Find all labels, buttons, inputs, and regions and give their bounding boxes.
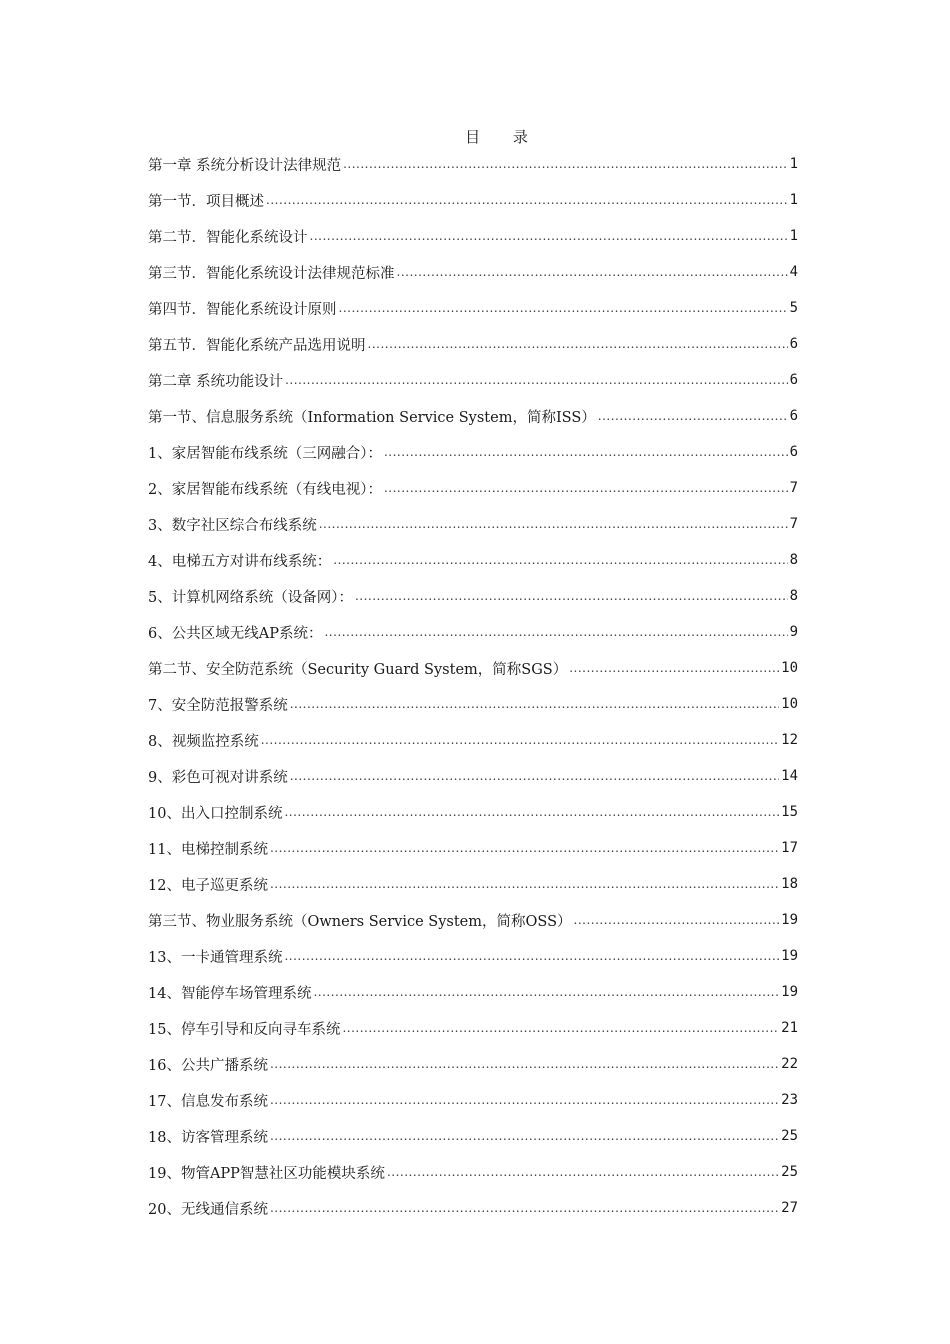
toc-entry-page: 10 bbox=[781, 696, 798, 712]
leader-dots bbox=[261, 733, 779, 747]
toc-entry-label: 10、出入口控制系统 bbox=[148, 805, 283, 822]
toc-entry-page: 10 bbox=[781, 660, 798, 676]
toc-entry-page: 8 bbox=[789, 588, 798, 604]
toc-entry-page: 12 bbox=[781, 732, 798, 748]
leader-dots bbox=[333, 553, 787, 567]
toc-entry[interactable] bbox=[148, 830, 798, 866]
toc-entry-page: 25 bbox=[781, 1164, 798, 1180]
toc-entry-label: 第三节．智能化系统设计法律规范标准 bbox=[148, 265, 395, 282]
toc-entry[interactable] bbox=[148, 1118, 798, 1154]
toc-entry-label: 第四节．智能化系统设计原则 bbox=[148, 301, 337, 318]
toc-entry-label: 3、数字社区综合布线系统 bbox=[148, 517, 317, 534]
toc-entry-label: 13、一卡通管理系统 bbox=[148, 949, 283, 966]
toc-entry-page: 19 bbox=[781, 948, 798, 964]
toc-entry-page: 27 bbox=[781, 1200, 798, 1216]
toc-entry[interactable] bbox=[148, 614, 798, 650]
toc-entry-page: 1 bbox=[789, 156, 798, 172]
leader-dots bbox=[270, 1129, 779, 1143]
toc-entry-page: 18 bbox=[781, 876, 798, 892]
toc-entry-label: 8、视频监控系统 bbox=[148, 733, 259, 750]
toc-entry-label: 17、信息发布系统 bbox=[148, 1093, 268, 1110]
toc-entry[interactable] bbox=[148, 506, 798, 542]
toc-entry-label: 6、公共区域无线AP系统： bbox=[148, 625, 323, 642]
toc-entry-label: 7、安全防范报警系统 bbox=[148, 697, 288, 714]
toc-entry-label: 第二章 系统功能设计 bbox=[148, 373, 284, 390]
toc-entry-label: 第二节．智能化系统设计 bbox=[148, 229, 308, 246]
leader-dots bbox=[342, 1021, 779, 1035]
toc-entry-page: 15 bbox=[781, 804, 798, 820]
toc-entry-label: 第一节．项目概述 bbox=[148, 193, 264, 210]
leader-dots bbox=[266, 193, 788, 207]
leader-dots bbox=[270, 841, 779, 855]
leader-dots bbox=[319, 517, 788, 531]
leader-dots bbox=[313, 985, 779, 999]
toc-entry[interactable] bbox=[148, 902, 798, 938]
leader-dots bbox=[339, 301, 788, 315]
toc-entry-page: 22 bbox=[781, 1056, 798, 1072]
toc-entry[interactable] bbox=[148, 470, 798, 506]
toc-entry-page: 6 bbox=[789, 372, 798, 388]
leader-dots bbox=[574, 913, 780, 927]
toc-entry[interactable] bbox=[148, 146, 798, 182]
leader-dots bbox=[270, 877, 779, 891]
leader-dots bbox=[290, 697, 779, 711]
toc-entry-page: 19 bbox=[781, 912, 798, 928]
toc-entry[interactable] bbox=[148, 182, 798, 218]
toc-entry[interactable] bbox=[148, 578, 798, 614]
toc-entry[interactable] bbox=[148, 1010, 798, 1046]
toc-entry[interactable] bbox=[148, 1082, 798, 1118]
toc-entry-label: 19、物管APP智慧社区功能模块系统 bbox=[148, 1165, 385, 1182]
toc-entry-page: 4 bbox=[789, 264, 798, 280]
toc-entry-page: 6 bbox=[789, 336, 798, 352]
toc-entry[interactable] bbox=[148, 218, 798, 254]
leader-dots bbox=[284, 949, 779, 963]
toc-entry-page: 1 bbox=[789, 192, 798, 208]
toc-entry[interactable] bbox=[148, 290, 798, 326]
toc-entry[interactable] bbox=[148, 686, 798, 722]
toc-entry-label: 第五节．智能化系统产品选用说明 bbox=[148, 337, 366, 354]
toc-entry-label: 2、家居智能布线系统（有线电视）： bbox=[148, 481, 382, 498]
leader-dots bbox=[397, 265, 788, 279]
toc-entry-label: 15、停车引导和反向寻车系统 bbox=[148, 1021, 341, 1038]
toc-entry-label: 1、家居智能布线系统（三网融合）： bbox=[148, 445, 382, 462]
toc-entry-page: 14 bbox=[781, 768, 798, 784]
toc-title: 目 录 bbox=[465, 128, 542, 146]
leader-dots bbox=[284, 805, 779, 819]
leader-dots bbox=[355, 589, 788, 603]
toc-entry[interactable] bbox=[148, 1046, 798, 1082]
toc-entry-label: 18、访客管理系统 bbox=[148, 1129, 268, 1146]
toc-entry[interactable] bbox=[148, 1190, 798, 1226]
toc-entry-label: 16、公共广播系统 bbox=[148, 1057, 268, 1074]
leader-dots bbox=[384, 481, 788, 495]
leader-dots bbox=[310, 229, 788, 243]
toc-entry-page: 6 bbox=[789, 408, 798, 424]
leader-dots bbox=[270, 1201, 779, 1215]
toc-entry-page: 25 bbox=[781, 1128, 798, 1144]
toc-entry-page: 7 bbox=[789, 516, 798, 532]
toc-entry[interactable] bbox=[148, 254, 798, 290]
toc-entry-page: 19 bbox=[781, 984, 798, 1000]
toc-entry-page: 6 bbox=[789, 444, 798, 460]
toc-entry-label: 4、电梯五方对讲布线系统： bbox=[148, 553, 332, 570]
toc-entry[interactable] bbox=[148, 722, 798, 758]
leader-dots bbox=[324, 625, 787, 639]
toc-entry-label: 第一节、信息服务系统（Information Service System，简称ISS） bbox=[148, 409, 596, 426]
toc-entry-page: 23 bbox=[781, 1092, 798, 1108]
toc-entry[interactable] bbox=[148, 434, 798, 470]
toc-entry-label: 14、智能停车场管理系统 bbox=[148, 985, 312, 1002]
toc-entry-label: 11、电梯控制系统 bbox=[148, 841, 268, 858]
table-of-contents bbox=[148, 146, 798, 1226]
toc-entry[interactable] bbox=[148, 974, 798, 1010]
leader-dots bbox=[384, 445, 788, 459]
toc-entry[interactable] bbox=[148, 794, 798, 830]
toc-entry[interactable] bbox=[148, 1154, 798, 1190]
leader-dots bbox=[270, 1057, 779, 1071]
toc-entry-page: 1 bbox=[789, 228, 798, 244]
toc-entry[interactable] bbox=[148, 326, 798, 362]
toc-entry-label: 第二节、安全防范系统（Security Guard System，简称SGS） bbox=[148, 661, 568, 678]
leader-dots bbox=[343, 157, 787, 171]
toc-entry[interactable] bbox=[148, 866, 798, 902]
toc-entry-label: 第三节、物业服务系统（Owners Service System，简称OSS） bbox=[148, 913, 572, 930]
toc-entry-page: 7 bbox=[789, 480, 798, 496]
leader-dots bbox=[368, 337, 788, 351]
leader-dots bbox=[285, 373, 787, 387]
toc-entry-label: 5、计算机网络系统（设备网）： bbox=[148, 589, 353, 606]
leader-dots bbox=[270, 1093, 779, 1107]
toc-entry[interactable] bbox=[148, 542, 798, 578]
toc-entry-page: 9 bbox=[789, 624, 798, 640]
toc-entry[interactable] bbox=[148, 398, 798, 434]
toc-entry-label: 9、彩色可视对讲系统 bbox=[148, 769, 288, 786]
toc-entry[interactable] bbox=[148, 650, 798, 686]
toc-entry[interactable] bbox=[148, 362, 798, 398]
leader-dots bbox=[598, 409, 788, 423]
toc-entry[interactable] bbox=[148, 758, 798, 794]
leader-dots bbox=[569, 661, 779, 675]
toc-entry-page: 17 bbox=[781, 840, 798, 856]
toc-entry[interactable] bbox=[148, 938, 798, 974]
leader-dots bbox=[387, 1165, 779, 1179]
toc-entry-page: 21 bbox=[781, 1020, 798, 1036]
toc-entry-label: 12、电子巡更系统 bbox=[148, 877, 268, 894]
toc-entry-page: 8 bbox=[789, 552, 798, 568]
leader-dots bbox=[290, 769, 779, 783]
toc-entry-page: 5 bbox=[789, 300, 798, 316]
toc-entry-label: 20、无线通信系统 bbox=[148, 1201, 268, 1218]
toc-entry-label: 第一章 系统分析设计法律规范 bbox=[148, 157, 342, 174]
